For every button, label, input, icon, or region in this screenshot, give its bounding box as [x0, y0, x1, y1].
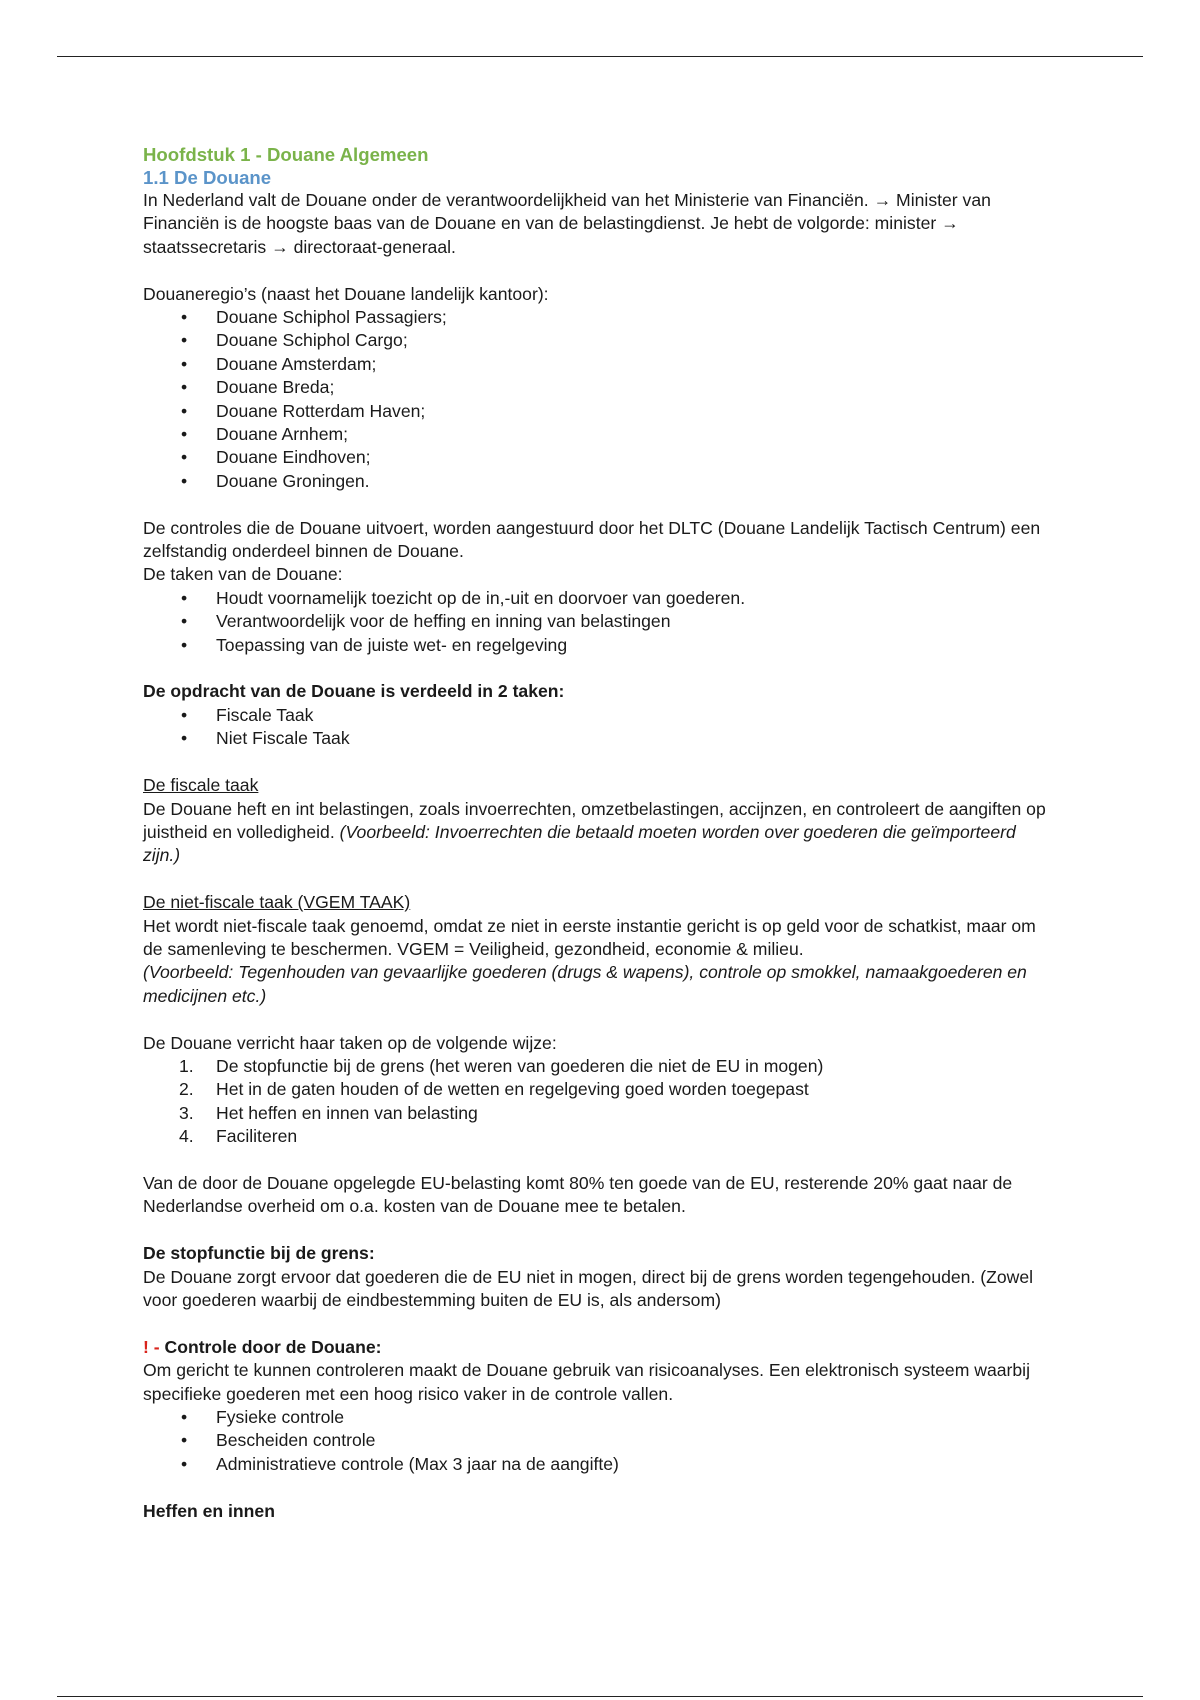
fiscal-heading: De fiscale taak	[143, 775, 259, 796]
tasks-heading: De taken van de Douane:	[143, 564, 343, 585]
list-item: • Douane Rotterdam Haven;	[181, 400, 426, 421]
method-list	[143, 1055, 1048, 1149]
opdracht-list	[143, 704, 1048, 751]
list-item: • Douane Amsterdam;	[181, 353, 377, 374]
list-item: • Douane Breda;	[181, 377, 335, 398]
list-item: • Douane Groningen.	[181, 470, 370, 491]
regions-heading: Douaneregio’s (naast het Douane landelijk kantoor):	[143, 283, 549, 304]
list-item: 1. De stopfunctie bij de grens (het weren van goederen die niet de EU in mogen)	[179, 1055, 824, 1076]
list-item: • Administratieve controle (Max 3 jaar na de aangifte)	[181, 1453, 619, 1474]
intro-paragraph: In Nederland valt de Douane onder de verantwoordelijkheid van het Ministerie van Financiën. → Minister van Financiën is de hoogste baas van de Douane en van de belastingdienst. Je hebt de volgorde: minister → staatssecretaris → directoraat-generaal.	[143, 190, 991, 257]
stopfunctie-heading: De stopfunctie bij de grens:	[143, 1243, 375, 1264]
list-item: • Douane Eindhoven;	[181, 447, 371, 468]
last-heading: Heffen en innen	[143, 1500, 275, 1521]
eu-paragraph: Van de door de Douane opgelegde EU-belasting komt 80% ten goede van de EU, resterende 20% gaat naar de Nederlandse overheid om o.a. kosten van de Douane mee te betalen.	[143, 1172, 1013, 1217]
alert-prefix: ! -	[143, 1336, 160, 1357]
top-rule	[57, 56, 1143, 57]
controle-heading: ! - Controle door de Douane:	[143, 1336, 382, 1357]
controles-paragraph: De controles die de Douane uitvoert, worden aangestuurd door het DLTC (Douane Landelijk Tactisch Centrum) een zelfstandig onderdeel binnen de Douane.	[143, 517, 1041, 562]
fiscal-example: (Voorbeeld: Invoerrechten die betaald moeten worden over goederen die geïmporteerd zijn.)	[143, 821, 1016, 866]
list-item: • Douane Schiphol Passagiers;	[181, 307, 447, 328]
list-item: • Houdt voornamelijk toezicht op de in,-uit en doorvoer van goederen.	[181, 587, 746, 608]
list-item: • Toepassing van de juiste wet- en regelgeving	[181, 634, 568, 655]
list-item: • Douane Arnhem;	[181, 424, 349, 445]
nonfiscal-paragraph: Het wordt niet-fiscale taak genoemd, omdat ze niet in eerste instantie gericht is op geld voor de schatkist, maar om de samenleving te beschermen. VGEM = Veiligheid, gezondheid, economie & milieu.	[143, 915, 1036, 959]
list-item: • Verantwoordelijk voor de heffing en inning van belastingen	[181, 611, 671, 632]
list-item: • Douane Schiphol Cargo;	[181, 330, 408, 351]
list-item: • Fiscale Taak	[181, 704, 314, 725]
list-item: 2. Het in de gaten houden of de wetten en regelgeving goed worden toegepast	[179, 1079, 809, 1100]
chapter-title: Hoofdstuk 1 - Douane Algemeen	[143, 144, 429, 165]
nonfiscal-heading: De niet-fiscale taak (VGEM TAAK)	[143, 892, 411, 913]
nonfiscal-example: (Voorbeeld: Tegenhouden van gevaarlijke goederen (drugs & wapens), controle op smokkel, namaakgoederen en medicijnen etc.)	[143, 962, 1027, 1006]
opdracht-heading: De opdracht van de Douane is verdeeld in 2 taken:	[143, 681, 565, 702]
regions-list	[143, 306, 1048, 493]
controle-list	[143, 1406, 1048, 1476]
list-item: • Bescheiden controle	[181, 1430, 376, 1451]
stopfunctie-paragraph: De Douane zorgt ervoor dat goederen die de EU niet in mogen, direct bij de grens worden tegengehouden. (Zowel voor goederen waarbij de eindbestemming buiten de EU is, als andersom)	[143, 1266, 1034, 1310]
bottom-rule	[57, 1696, 1143, 1697]
section-title: 1.1 De Douane	[143, 167, 272, 188]
list-item: • Niet Fiscale Taak	[181, 728, 350, 749]
method-heading: De Douane verricht haar taken op de volgende wijze:	[143, 1032, 557, 1053]
controle-paragraph: Om gericht te kunnen controleren maakt de Douane gebruik van risicoanalyses. Een elektronisch systeem waarbij specifieke goederen met een hoog risico vaker in de controle vallen.	[143, 1360, 1030, 1404]
fiscal-paragraph: De Douane heft en int belastingen, zoals invoerrechten, omzetbelastingen, accijnzen, en controleert de aangiften op juistheid en volledigheid. (Voorbeeld: Invoerrechten die betaald moeten worden over goederen die geïmporteerd zijn.)	[143, 798, 1046, 866]
document-body	[143, 143, 1048, 1523]
list-item: 4. Faciliteren	[179, 1126, 298, 1147]
tasks-list	[143, 587, 1048, 657]
list-item: • Fysieke controle	[181, 1406, 345, 1427]
list-item: 3. Het heffen en innen van belasting	[179, 1102, 478, 1123]
